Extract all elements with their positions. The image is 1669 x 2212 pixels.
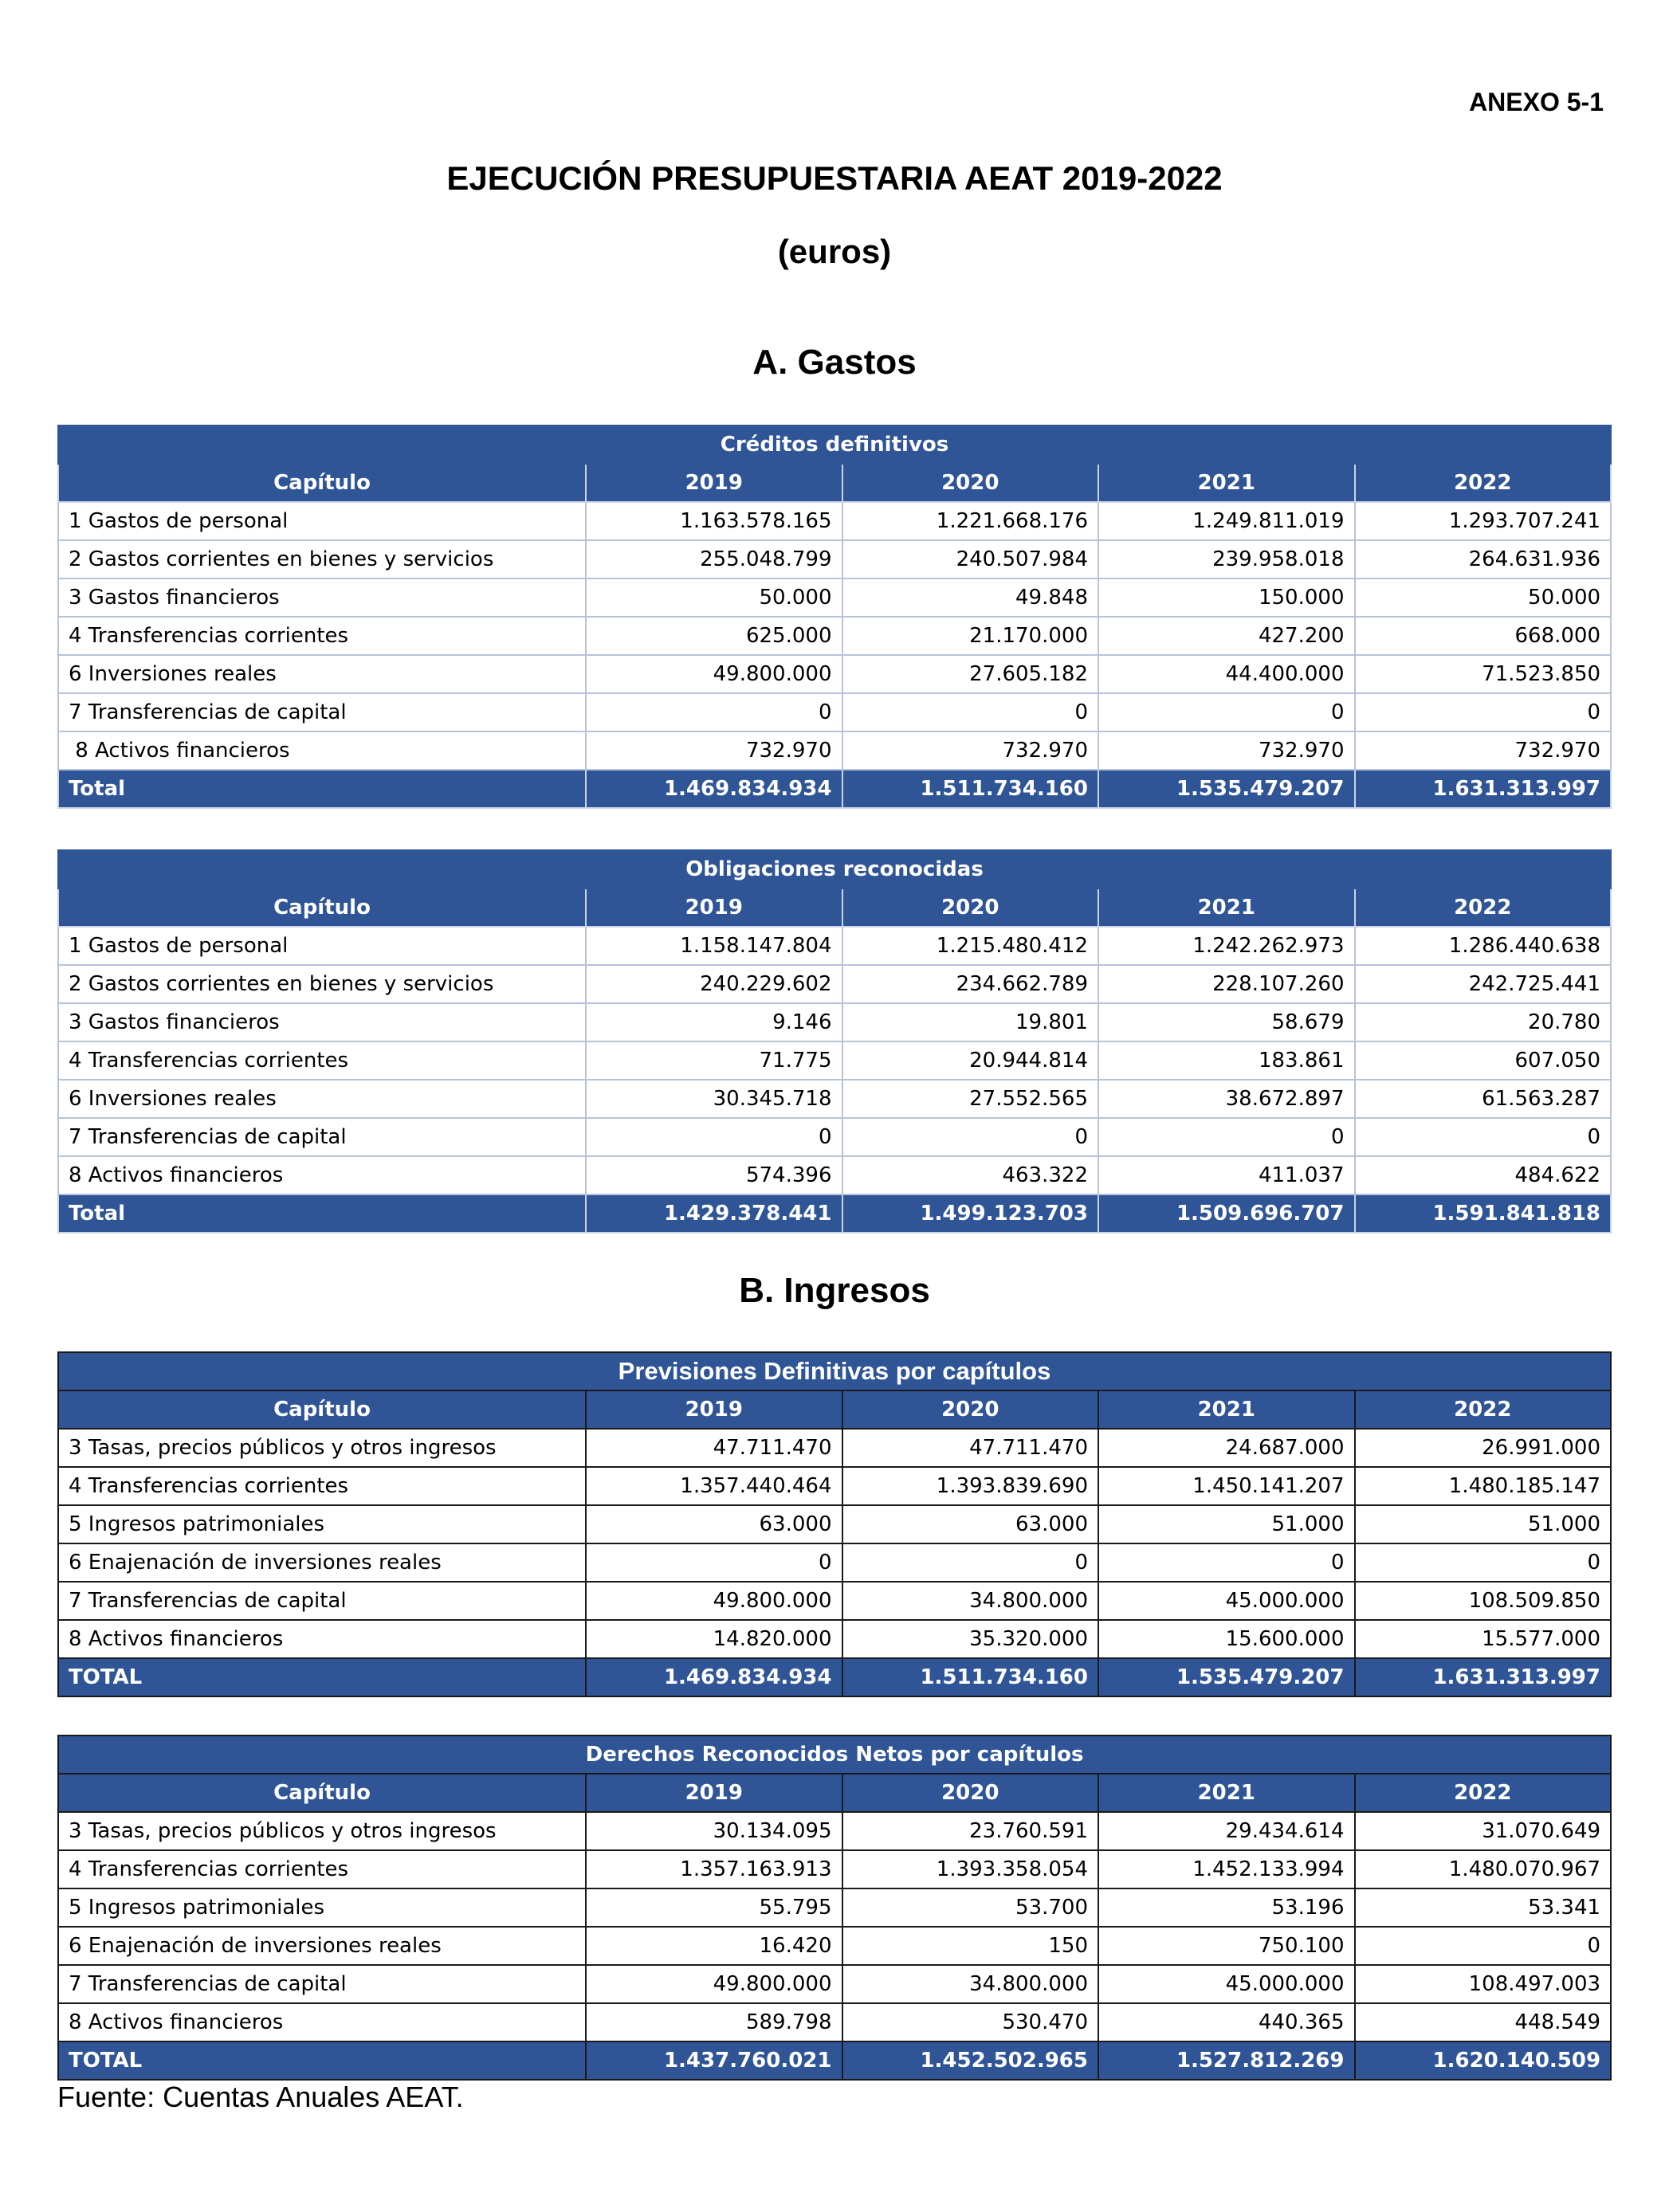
cell-value: 264.631.936 bbox=[1355, 540, 1612, 578]
table-row bbox=[58, 617, 1611, 655]
row-label: 4 Transferencias corrientes bbox=[58, 617, 586, 655]
cell-value: 49.800.000 bbox=[586, 1965, 842, 2003]
cell-value: 0 bbox=[1098, 693, 1355, 731]
cell-value: 49.800.000 bbox=[586, 655, 842, 693]
total-value: 1.437.760.021 bbox=[586, 2041, 842, 2080]
cell-value: 1.286.440.638 bbox=[1355, 927, 1612, 965]
row-label: 7 Transferencias de capital bbox=[58, 1118, 586, 1156]
section-heading-ingresos: B. Ingresos bbox=[739, 1271, 930, 1310]
cell-value: 53.341 bbox=[1355, 1888, 1612, 1927]
cell-value: 668.000 bbox=[1355, 617, 1612, 655]
cell-value: 0 bbox=[1355, 1118, 1612, 1156]
cell-value: 30.345.718 bbox=[586, 1080, 842, 1118]
cell-value: 1.242.262.973 bbox=[1098, 927, 1355, 965]
cell-value: 29.434.614 bbox=[1098, 1812, 1355, 1850]
cell-value: 20.944.814 bbox=[842, 1041, 1099, 1080]
total-row bbox=[58, 2041, 1611, 2080]
table-row bbox=[58, 693, 1611, 731]
cell-value: 1.293.707.241 bbox=[1355, 502, 1612, 540]
table-previsiones-definitivas bbox=[57, 1351, 1610, 1697]
table-header-row bbox=[58, 1774, 1611, 1812]
cell-value: 1.357.163.913 bbox=[586, 1850, 842, 1888]
cell-value: 63.000 bbox=[586, 1505, 842, 1543]
table-row bbox=[58, 1041, 1611, 1080]
table-row bbox=[58, 578, 1611, 617]
row-label: 6 Inversiones reales bbox=[58, 655, 586, 693]
column-header-year: 2020 bbox=[842, 888, 1099, 927]
cell-value: 45.000.000 bbox=[1098, 1582, 1355, 1620]
cell-value: 51.000 bbox=[1355, 1505, 1612, 1543]
row-label: 5 Ingresos patrimoniales bbox=[58, 1505, 586, 1543]
annex-label: ANEXO 5-1 bbox=[1469, 88, 1604, 116]
cell-value: 30.134.095 bbox=[586, 1812, 842, 1850]
cell-value: 58.679 bbox=[1098, 1003, 1355, 1041]
cell-value: 750.100 bbox=[1098, 1927, 1355, 1965]
table-row bbox=[58, 540, 1611, 578]
row-label: 3 Gastos financieros bbox=[58, 578, 586, 617]
table-row bbox=[58, 1118, 1611, 1156]
table-row bbox=[58, 1467, 1611, 1505]
row-label: 4 Transferencias corrientes bbox=[58, 1850, 586, 1888]
cell-value: 1.452.133.994 bbox=[1098, 1850, 1355, 1888]
column-header-year: 2019 bbox=[586, 1390, 842, 1429]
row-label: 7 Transferencias de capital bbox=[58, 1582, 586, 1620]
cell-value: 240.229.602 bbox=[586, 965, 842, 1003]
row-label: 6 Inversiones reales bbox=[58, 1080, 586, 1118]
table-row bbox=[58, 1429, 1611, 1467]
table-creditos-definitivos bbox=[57, 425, 1610, 809]
cell-value: 1.221.668.176 bbox=[842, 502, 1099, 540]
column-header-year: 2021 bbox=[1098, 888, 1355, 927]
cell-value: 53.700 bbox=[842, 1888, 1099, 1927]
table-row bbox=[58, 731, 1611, 770]
data-table bbox=[57, 849, 1612, 1233]
total-value: 1.591.841.818 bbox=[1355, 1194, 1612, 1233]
table-caption-row bbox=[58, 1735, 1611, 1774]
cell-value: 38.672.897 bbox=[1098, 1080, 1355, 1118]
cell-value: 0 bbox=[842, 693, 1099, 731]
cell-value: 0 bbox=[1098, 1118, 1355, 1156]
column-header-year: 2019 bbox=[586, 464, 842, 502]
table-caption: Obligaciones reconocidas bbox=[58, 850, 1611, 888]
table-row bbox=[58, 965, 1611, 1003]
table-obligaciones-reconocidas bbox=[57, 849, 1610, 1233]
table-row bbox=[58, 1582, 1611, 1620]
row-label: 4 Transferencias corrientes bbox=[58, 1467, 586, 1505]
cell-value: 24.687.000 bbox=[1098, 1429, 1355, 1467]
row-label: 1 Gastos de personal bbox=[58, 502, 586, 540]
cell-value: 0 bbox=[1355, 1543, 1612, 1582]
row-label: 6 Enajenación de inversiones reales bbox=[58, 1927, 586, 1965]
table-row bbox=[58, 1080, 1611, 1118]
cell-value: 732.970 bbox=[586, 731, 842, 770]
cell-value: 108.509.850 bbox=[1355, 1582, 1612, 1620]
total-value: 1.499.123.703 bbox=[842, 1194, 1099, 1233]
table-row bbox=[58, 927, 1611, 965]
row-label: 3 Tasas, precios públicos y otros ingresos bbox=[58, 1812, 586, 1850]
cell-value: 234.662.789 bbox=[842, 965, 1099, 1003]
cell-value: 9.146 bbox=[586, 1003, 842, 1041]
column-header-year: 2019 bbox=[586, 1774, 842, 1812]
cell-value: 63.000 bbox=[842, 1505, 1099, 1543]
cell-value: 108.497.003 bbox=[1355, 1965, 1612, 2003]
table-header-row bbox=[58, 888, 1611, 927]
data-table bbox=[57, 1351, 1612, 1697]
cell-value: 0 bbox=[1098, 1543, 1355, 1582]
cell-value: 50.000 bbox=[586, 578, 842, 617]
cell-value: 1.480.070.967 bbox=[1355, 1850, 1612, 1888]
cell-value: 1.393.839.690 bbox=[842, 1467, 1099, 1505]
page-subtitle: (euros) bbox=[777, 233, 892, 270]
section-heading-gastos: A. Gastos bbox=[752, 343, 917, 382]
cell-value: 47.711.470 bbox=[842, 1429, 1099, 1467]
table-header-row bbox=[58, 1390, 1611, 1429]
total-value: 1.527.812.269 bbox=[1098, 2041, 1355, 2080]
cell-value: 55.795 bbox=[586, 1888, 842, 1927]
table-row bbox=[58, 1543, 1611, 1582]
column-header-year: 2022 bbox=[1355, 888, 1612, 927]
table-header-row bbox=[58, 464, 1611, 502]
cell-value: 1.158.147.804 bbox=[586, 927, 842, 965]
cell-value: 589.798 bbox=[586, 2003, 842, 2041]
cell-value: 49.848 bbox=[842, 578, 1099, 617]
column-header-year: 2019 bbox=[586, 888, 842, 927]
cell-value: 732.970 bbox=[842, 731, 1099, 770]
table-caption: Créditos definitivos bbox=[58, 426, 1611, 464]
cell-value: 0 bbox=[586, 693, 842, 731]
cell-value: 0 bbox=[842, 1543, 1099, 1582]
column-header-year: 2020 bbox=[842, 1774, 1099, 1812]
table-row bbox=[58, 1812, 1611, 1850]
table-derechos-reconocidos bbox=[57, 1735, 1610, 2081]
total-value: 1.452.502.965 bbox=[842, 2041, 1099, 2080]
cell-value: 0 bbox=[586, 1118, 842, 1156]
cell-value: 16.420 bbox=[586, 1927, 842, 1965]
column-header-year: 2022 bbox=[1355, 464, 1612, 502]
cell-value: 31.070.649 bbox=[1355, 1812, 1612, 1850]
table-row bbox=[58, 1927, 1611, 1965]
cell-value: 150 bbox=[842, 1927, 1099, 1965]
total-value: 1.631.313.997 bbox=[1355, 770, 1612, 808]
total-value: 1.429.378.441 bbox=[586, 1194, 842, 1233]
row-label: 5 Ingresos patrimoniales bbox=[58, 1888, 586, 1927]
cell-value: 0 bbox=[1355, 693, 1612, 731]
table-row bbox=[58, 1888, 1611, 1927]
cell-value: 27.605.182 bbox=[842, 655, 1099, 693]
data-table bbox=[57, 1735, 1612, 2081]
cell-value: 15.577.000 bbox=[1355, 1620, 1612, 1658]
cell-value: 71.775 bbox=[586, 1041, 842, 1080]
cell-value: 27.552.565 bbox=[842, 1080, 1099, 1118]
data-table bbox=[57, 425, 1612, 809]
cell-value: 0 bbox=[586, 1543, 842, 1582]
cell-value: 484.622 bbox=[1355, 1156, 1612, 1194]
cell-value: 240.507.984 bbox=[842, 540, 1099, 578]
total-value: 1.511.734.160 bbox=[842, 1658, 1099, 1696]
total-value: 1.509.696.707 bbox=[1098, 1194, 1355, 1233]
cell-value: 1.215.480.412 bbox=[842, 927, 1099, 965]
cell-value: 23.760.591 bbox=[842, 1812, 1099, 1850]
table-row bbox=[58, 1620, 1611, 1658]
cell-value: 607.050 bbox=[1355, 1041, 1612, 1080]
table-caption: Derechos Reconocidos Netos por capítulos bbox=[58, 1735, 1611, 1774]
total-value: 1.469.834.934 bbox=[586, 770, 842, 808]
column-header-year: 2021 bbox=[1098, 1774, 1355, 1812]
cell-value: 440.365 bbox=[1098, 2003, 1355, 2041]
column-header-capitulo: Capítulo bbox=[58, 1774, 586, 1812]
total-value: 1.620.140.509 bbox=[1355, 2041, 1612, 2080]
cell-value: 574.396 bbox=[586, 1156, 842, 1194]
cell-value: 732.970 bbox=[1098, 731, 1355, 770]
column-header-year: 2022 bbox=[1355, 1390, 1612, 1429]
table-caption: Previsiones Definitivas por capítulos bbox=[58, 1352, 1611, 1390]
cell-value: 21.170.000 bbox=[842, 617, 1099, 655]
table-row bbox=[58, 2003, 1611, 2041]
row-label: 8 Activos financieros bbox=[58, 731, 586, 770]
row-label: 2 Gastos corrientes en bienes y servicios bbox=[58, 965, 586, 1003]
column-header-capitulo: Capítulo bbox=[58, 888, 586, 927]
table-row bbox=[58, 1003, 1611, 1041]
total-value: 1.535.479.207 bbox=[1098, 770, 1355, 808]
table-row bbox=[58, 1965, 1611, 2003]
cell-value: 239.958.018 bbox=[1098, 540, 1355, 578]
column-header-capitulo: Capítulo bbox=[58, 1390, 586, 1429]
total-value: 1.631.313.997 bbox=[1355, 1658, 1612, 1696]
table-caption-row bbox=[58, 850, 1611, 888]
cell-value: 14.820.000 bbox=[586, 1620, 842, 1658]
cell-value: 15.600.000 bbox=[1098, 1620, 1355, 1658]
cell-value: 530.470 bbox=[842, 2003, 1099, 2041]
row-label: 7 Transferencias de capital bbox=[58, 1965, 586, 2003]
total-value: 1.469.834.934 bbox=[586, 1658, 842, 1696]
cell-value: 732.970 bbox=[1355, 731, 1612, 770]
total-row bbox=[58, 770, 1611, 808]
total-label: Total bbox=[58, 770, 586, 808]
total-value: 1.511.734.160 bbox=[842, 770, 1099, 808]
column-header-year: 2022 bbox=[1355, 1774, 1612, 1812]
column-header-capitulo: Capítulo bbox=[58, 464, 586, 502]
total-row bbox=[58, 1658, 1611, 1696]
cell-value: 427.200 bbox=[1098, 617, 1355, 655]
cell-value: 242.725.441 bbox=[1355, 965, 1612, 1003]
cell-value: 71.523.850 bbox=[1355, 655, 1612, 693]
cell-value: 1.393.358.054 bbox=[842, 1850, 1099, 1888]
cell-value: 1.357.440.464 bbox=[586, 1467, 842, 1505]
cell-value: 20.780 bbox=[1355, 1003, 1612, 1041]
cell-value: 463.322 bbox=[842, 1156, 1099, 1194]
cell-value: 0 bbox=[842, 1118, 1099, 1156]
cell-value: 411.037 bbox=[1098, 1156, 1355, 1194]
total-label: Total bbox=[58, 1194, 586, 1233]
cell-value: 625.000 bbox=[586, 617, 842, 655]
cell-value: 26.991.000 bbox=[1355, 1429, 1612, 1467]
row-label: 6 Enajenación de inversiones reales bbox=[58, 1543, 586, 1582]
column-header-year: 2021 bbox=[1098, 1390, 1355, 1429]
total-value: 1.535.479.207 bbox=[1098, 1658, 1355, 1696]
cell-value: 53.196 bbox=[1098, 1888, 1355, 1927]
source-note: Fuente: Cuentas Anuales AEAT. bbox=[57, 2081, 464, 2113]
row-label: 3 Gastos financieros bbox=[58, 1003, 586, 1041]
column-header-year: 2020 bbox=[842, 1390, 1099, 1429]
row-label: 7 Transferencias de capital bbox=[58, 693, 586, 731]
row-label: 8 Activos financieros bbox=[58, 2003, 586, 2041]
cell-value: 45.000.000 bbox=[1098, 1965, 1355, 2003]
table-caption-row bbox=[58, 426, 1611, 464]
table-row bbox=[58, 1156, 1611, 1194]
cell-value: 1.163.578.165 bbox=[586, 502, 842, 540]
cell-value: 1.480.185.147 bbox=[1355, 1467, 1612, 1505]
row-label: 1 Gastos de personal bbox=[58, 927, 586, 965]
row-label: 8 Activos financieros bbox=[58, 1620, 586, 1658]
row-label: 4 Transferencias corrientes bbox=[58, 1041, 586, 1080]
table-row bbox=[58, 502, 1611, 540]
cell-value: 35.320.000 bbox=[842, 1620, 1099, 1658]
cell-value: 1.249.811.019 bbox=[1098, 502, 1355, 540]
cell-value: 1.450.141.207 bbox=[1098, 1467, 1355, 1505]
cell-value: 150.000 bbox=[1098, 578, 1355, 617]
total-label: TOTAL bbox=[58, 2041, 586, 2080]
cell-value: 61.563.287 bbox=[1355, 1080, 1612, 1118]
row-label: 3 Tasas, precios públicos y otros ingresos bbox=[58, 1429, 586, 1467]
cell-value: 51.000 bbox=[1098, 1505, 1355, 1543]
table-row bbox=[58, 655, 1611, 693]
row-label: 2 Gastos corrientes en bienes y servicios bbox=[58, 540, 586, 578]
column-header-year: 2020 bbox=[842, 464, 1099, 502]
cell-value: 34.800.000 bbox=[842, 1582, 1099, 1620]
total-label: TOTAL bbox=[58, 1658, 586, 1696]
column-header-year: 2021 bbox=[1098, 464, 1355, 502]
table-caption-row bbox=[58, 1352, 1611, 1390]
cell-value: 255.048.799 bbox=[586, 540, 842, 578]
table-row bbox=[58, 1505, 1611, 1543]
cell-value: 50.000 bbox=[1355, 578, 1612, 617]
page-title: EJECUCIÓN PRESUPUESTARIA AEAT 2019-2022 bbox=[446, 159, 1223, 197]
cell-value: 47.711.470 bbox=[586, 1429, 842, 1467]
cell-value: 448.549 bbox=[1355, 2003, 1612, 2041]
cell-value: 19.801 bbox=[842, 1003, 1099, 1041]
cell-value: 228.107.260 bbox=[1098, 965, 1355, 1003]
cell-value: 0 bbox=[1355, 1927, 1612, 1965]
cell-value: 183.861 bbox=[1098, 1041, 1355, 1080]
total-row bbox=[58, 1194, 1611, 1233]
cell-value: 44.400.000 bbox=[1098, 655, 1355, 693]
cell-value: 34.800.000 bbox=[842, 1965, 1099, 2003]
row-label: 8 Activos financieros bbox=[58, 1156, 586, 1194]
cell-value: 49.800.000 bbox=[586, 1582, 842, 1620]
table-row bbox=[58, 1850, 1611, 1888]
